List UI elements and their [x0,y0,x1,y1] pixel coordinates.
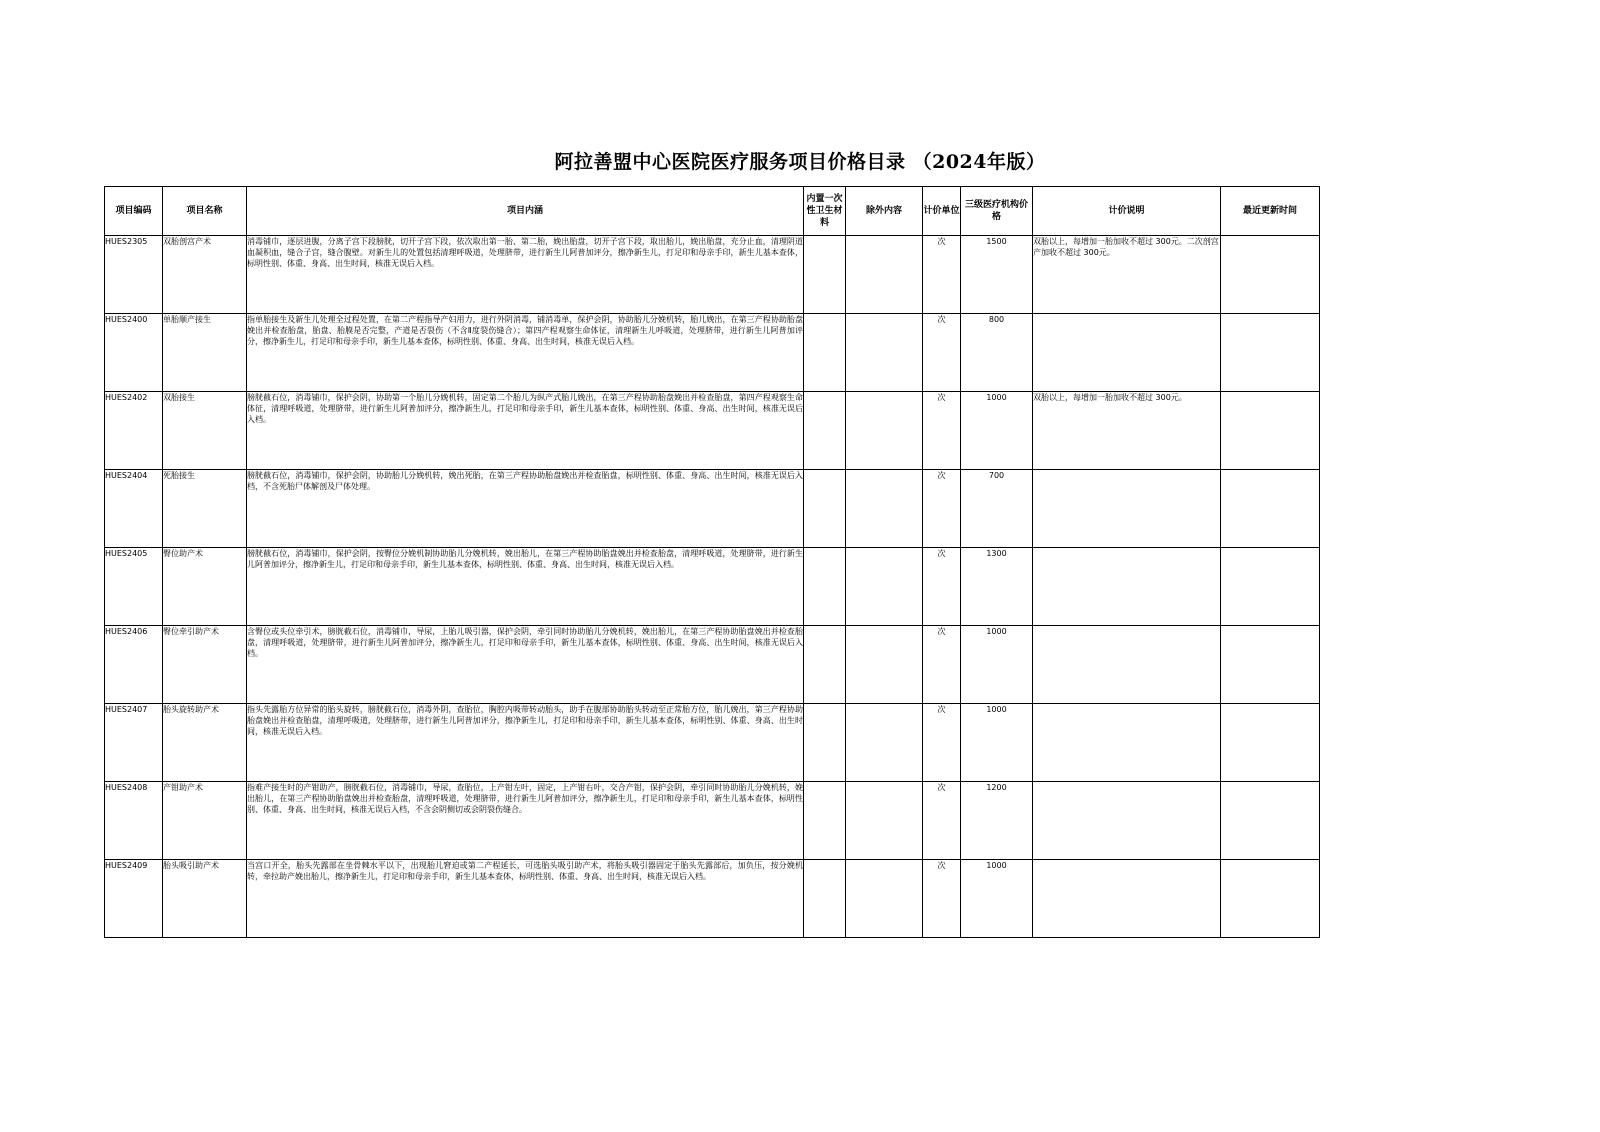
cell-updated [1221,470,1320,548]
header-price: 三级医疗机构价格 [961,187,1033,236]
cell-content: 含臀位或头位牵引术，膀胱截石位，消毒铺巾，导尿，上胎儿吸引器，保护会阴，牵引同时协助胎儿分娩机转，娩出胎儿，在第三产程协助胎盘娩出并检查胎盘，清理呼吸道，处理脐带，进行新生儿阿普加评分，擦净新生儿，打足印和母亲手印，新生儿基本查体，标明性别、体重、身高、出生时间，核准无误后入档。 [247,626,804,704]
cell-note [1033,626,1221,704]
cell-content: 膀胱截石位，消毒铺巾，保护会阴，协助胎儿分娩机转，娩出死胎，在第三产程协助胎盘娩出并检查胎盘，标明性别、体重、身高、出生时间，核准无误后入档，不含死胎尸体解剖及尸体处理。 [247,470,804,548]
cell-exclusions [846,860,923,938]
table-row [105,860,1320,938]
cell-note [1033,470,1221,548]
cell-name: 臀位助产术 [163,548,247,626]
cell-content: 指头先露胎方位异常的胎头旋转，膀胱截石位，消毒外阴，查胎位，胸腔内吸带转动胎头，助手在腹部协助胎头转动至正常胎方位，胎儿娩出，第三产程协助胎盘娩出并检查胎盘，清理呼吸道，处理脐带，进行新生儿阿普加评分，擦净新生儿，打足印和母亲手印，新生儿基本查体，标明性别、体重、身高、出生时间，核准无误后入档。 [247,704,804,782]
cell-code: HUES2404 [105,470,163,548]
cell-updated [1221,392,1320,470]
cell-name: 胎头旋转助产术 [163,704,247,782]
cell-code: HUES2402 [105,392,163,470]
cell-updated [1221,314,1320,392]
cell-updated [1221,626,1320,704]
header-code: 项目编码 [105,187,163,236]
cell-unit: 次 [923,704,961,782]
cell-materials [804,236,846,314]
cell-content: 指难产接生时的产钳助产，膀胱截石位，消毒铺巾，导尿，查胎位，上产钳左叶，固定，上产钳右叶，交合产钳，保护会阴，牵引同时协助胎儿分娩机转，娩出胎儿，在第三产程协助胎盘娩出并检查胎盘，清理呼吸道，处理脐带，进行新生儿阿普加评分，擦净新生儿，打足印和母亲手印，新生儿基本查体，标明性别、体重、身高、出生时间，核准无误后入档，不含会阴侧切或会阴裂伤缝合。 [247,782,804,860]
cell-code: HUES2408 [105,782,163,860]
cell-exclusions [846,782,923,860]
cell-code: HUES2405 [105,548,163,626]
cell-price: 1000 [961,860,1033,938]
cell-price: 1200 [961,782,1033,860]
cell-materials [804,314,846,392]
cell-name: 双胎剖宫产术 [163,236,247,314]
cell-unit: 次 [923,860,961,938]
header-updated: 最近更新时间 [1221,187,1320,236]
cell-price: 1000 [961,626,1033,704]
cell-materials [804,548,846,626]
table-row [105,470,1320,548]
table-row [105,626,1320,704]
cell-name: 双胎接生 [163,392,247,470]
cell-updated [1221,782,1320,860]
table-row [105,314,1320,392]
cell-updated [1221,236,1320,314]
cell-price: 1500 [961,236,1033,314]
cell-name: 产钳助产术 [163,782,247,860]
cell-exclusions [846,392,923,470]
cell-code: HUES2400 [105,314,163,392]
cell-code: HUES2407 [105,704,163,782]
cell-updated [1221,860,1320,938]
cell-materials [804,470,846,548]
page-title: 阿拉善盟中心医院医疗服务项目价格目录 （2024年版） [554,151,1046,173]
table-row [105,548,1320,626]
cell-price: 700 [961,470,1033,548]
cell-updated [1221,704,1320,782]
cell-materials [804,392,846,470]
table-row [105,782,1320,860]
cell-note [1033,314,1221,392]
cell-price: 800 [961,314,1033,392]
cell-exclusions [846,704,923,782]
cell-unit: 次 [923,236,961,314]
header-unit: 计价单位 [923,187,961,236]
table-row [105,704,1320,782]
cell-note [1033,704,1221,782]
cell-unit: 次 [923,470,961,548]
cell-name: 臀位牵引助产术 [163,626,247,704]
header-materials: 内置一次性卫生材料 [804,187,846,236]
cell-materials [804,626,846,704]
cell-code: HUES2305 [105,236,163,314]
cell-note [1033,782,1221,860]
cell-unit: 次 [923,626,961,704]
cell-updated [1221,548,1320,626]
cell-unit: 次 [923,314,961,392]
cell-unit: 次 [923,548,961,626]
cell-name: 胎头吸引助产术 [163,860,247,938]
cell-exclusions [846,626,923,704]
cell-content: 膀胱截石位，消毒铺巾，保护会阴，按臀位分娩机制协助胎儿分娩机转，娩出胎儿，在第三产程协助胎盘娩出并检查胎盘，清理呼吸道，处理脐带，进行新生儿阿普加评分，擦净新生儿，打足印和母亲手印，新生儿基本查体，标明性别、体重、身高、出生时间，核准无误后入档。 [247,548,804,626]
cell-unit: 次 [923,782,961,860]
header-name: 项目名称 [163,187,247,236]
table-header-row [105,187,1320,236]
cell-materials [804,704,846,782]
cell-note: 双胎以上，每增加一胎加收不超过 300元。 [1033,392,1221,470]
table-row [105,392,1320,470]
cell-exclusions [846,470,923,548]
price-catalog-table [104,186,1320,938]
cell-exclusions [846,314,923,392]
cell-exclusions [846,236,923,314]
header-content: 项目内涵 [247,187,804,236]
cell-price: 1300 [961,548,1033,626]
header-exclusions: 除外内容 [846,187,923,236]
cell-note: 双胎以上，每增加一胎加收不超过 300元。二次剖宫产加收不超过 300元。 [1033,236,1221,314]
cell-name: 死胎接生 [163,470,247,548]
cell-note [1033,548,1221,626]
cell-code: HUES2409 [105,860,163,938]
header-note: 计价说明 [1033,187,1221,236]
cell-price: 1000 [961,704,1033,782]
cell-note [1033,860,1221,938]
cell-unit: 次 [923,392,961,470]
cell-content: 指单胎接生及新生儿处理全过程处置，在第二产程指导产妇用力，进行外阴消毒，铺消毒单，保护会阴，协助胎儿分娩机转，胎儿娩出，在第三产程协助胎盘娩出并检查胎盘，胎盘、胎膜是否完整，产道是否裂伤（不含Ⅱ度裂伤缝合）；第四产程观察生命体征，清理新生儿呼吸道，处理脐带，进行新生儿阿普加评分，擦净新生儿，打足印和母亲手印，新生儿基本查体，标明性别、体重、身高、出生时间，核准无误后入档。 [247,314,804,392]
cell-materials [804,860,846,938]
cell-name: 单胎顺产接生 [163,314,247,392]
cell-content: 消毒铺巾，逐层进腹，分离子宫下段膀胱，切开子宫下段，依次取出第一胎、第二胎，娩出胎盘，切开子宫下段，取出胎儿，娩出胎盘，充分止血，清理阴道血凝积血，缝合子宫，缝合腹壁。对新生儿的处置包括清理呼吸道，处理脐带，进行新生儿阿普加评分，擦净新生儿，打足印和母亲手印，新生儿基本查体，标明性别、体重、身高、出生时间，核准无误后入档。 [247,236,804,314]
table-row [105,236,1320,314]
cell-content: 当宫口开全，胎头先露部在坐骨棘水平以下，出现胎儿窘迫或第二产程延长，可选胎头吸引助产术，将胎头吸引器固定于胎头先露部后，加负压，按分娩机转，牵拉助产娩出胎儿，擦净新生儿，打足印和母亲手印，新生儿基本查体，标明性别、体重、身高、出生时间，核准无误后入档。 [247,860,804,938]
cell-exclusions [846,548,923,626]
cell-code: HUES2406 [105,626,163,704]
cell-materials [804,782,846,860]
cell-price: 1000 [961,392,1033,470]
cell-content: 膀胱截石位，消毒铺巾，保护会阴，协助第一个胎儿分娩机转，固定第二个胎儿为纵产式胎儿娩出，在第三产程协助胎盘娩出并检查胎盘，第四产程观察生命体征，清理呼吸道，处理脐带，进行新生儿阿普加评分，擦净新生儿，打足印和母亲手印，新生儿基本查体，标明性别、体重、身高、出生时间，核准无误后入档。 [247,392,804,470]
